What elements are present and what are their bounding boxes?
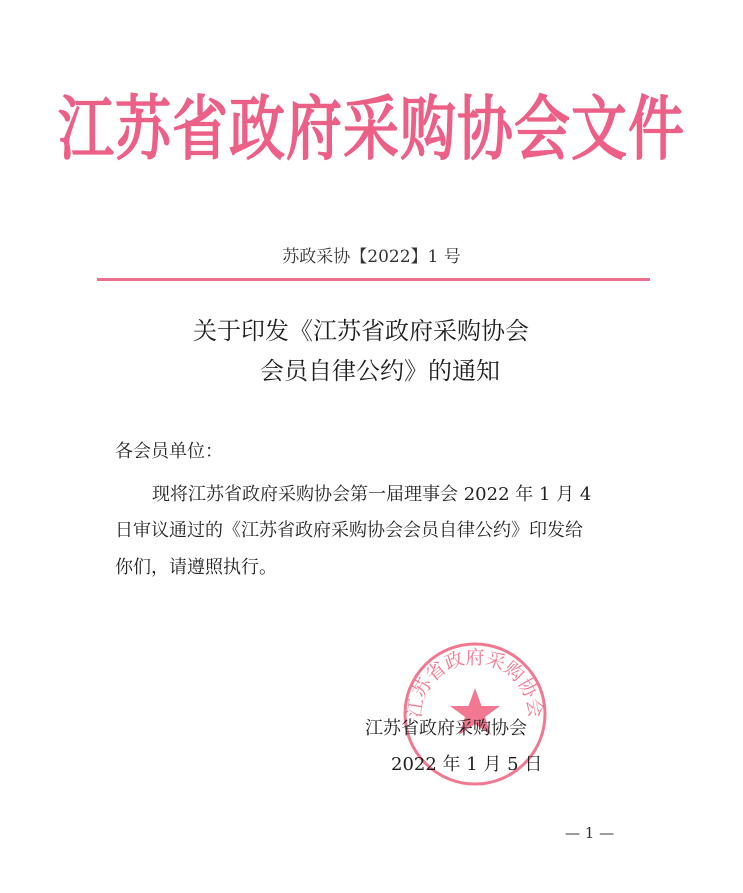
page-number: — 1 — — [565, 824, 615, 842]
salutation: 各会员单位： — [115, 441, 223, 462]
body-line: 现将江苏省政府采购协会第一届理事会 2022 年 1 月 4 — [152, 484, 592, 505]
signing-date: 2022 年 1 月 5 日 — [391, 754, 543, 775]
document-number: 苏政采协【2022】1 号 — [282, 247, 461, 267]
signing-organization: 江苏省政府采购协会 — [365, 718, 527, 739]
body-line: 日审议通过的《江苏省政府采购协会会员自律公约》印发给 — [115, 520, 583, 541]
title-line-1: 关于印发《江苏省政府采购协会 — [193, 317, 529, 345]
red-divider-line — [97, 278, 650, 281]
document-masthead: 江苏省政府采购协会文件 — [58, 89, 685, 171]
title-line-2: 会员自律公约》的通知 — [260, 357, 500, 385]
body-line: 你们，请遵照执行。 — [115, 557, 277, 578]
seal-text: 江苏省政府采购协会 — [403, 646, 547, 720]
